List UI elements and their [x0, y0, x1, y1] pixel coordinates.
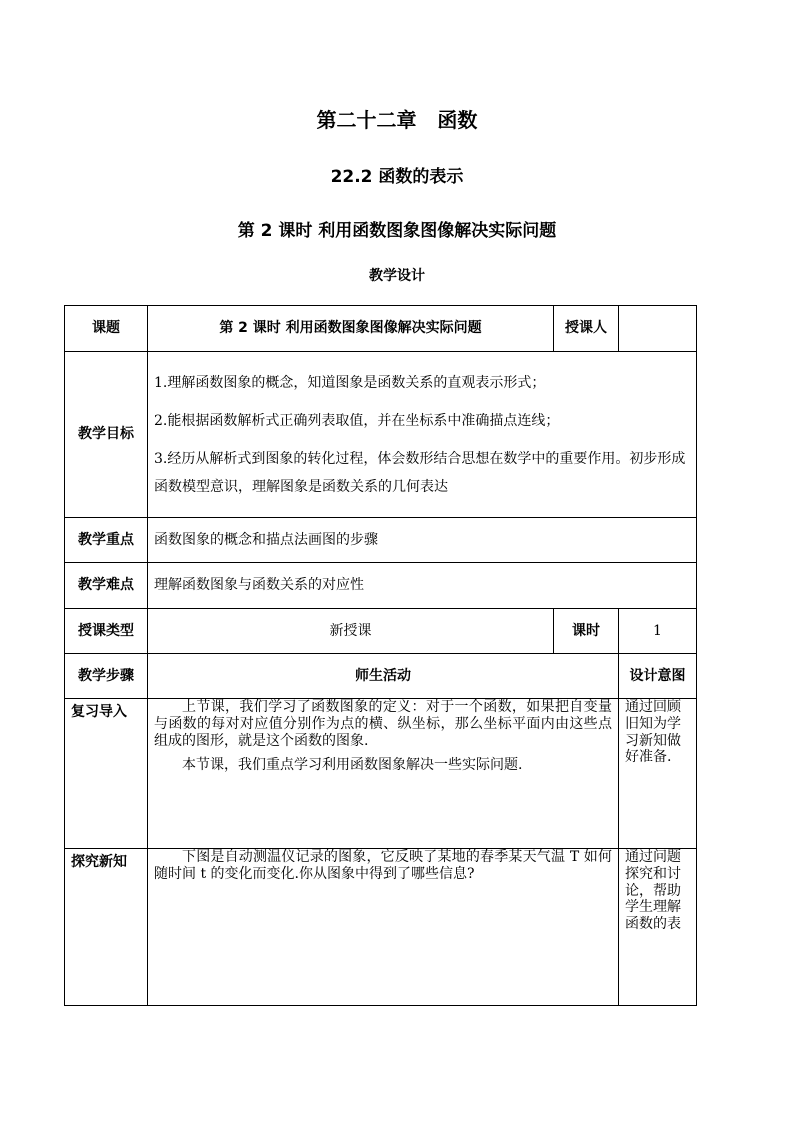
- design-label: 教学设计: [369, 268, 425, 284]
- step-row: [65, 699, 697, 849]
- key-value: 函数图象的概念和描点法画图的步骤: [148, 518, 697, 563]
- type-label: 授课类型: [65, 609, 148, 654]
- activities-header: 师生活动: [148, 654, 619, 699]
- activity-paragraph: 本节课，我们重点学习利用函数图象解决一些实际问题.: [182, 757, 523, 774]
- goals-row: [65, 352, 697, 518]
- steps-header: 教学步骤: [65, 654, 148, 699]
- type-value: 新授课: [148, 609, 554, 654]
- hours-value: 1: [619, 609, 697, 654]
- topic-label: 课题: [65, 306, 148, 352]
- step-activity: [148, 699, 619, 849]
- activity-paragraph: 下图是自动测温仪记录的图象，它反映了某地的春季某天气温 T 如何随时间 t 的变化而变化.你从图象中得到了哪些信息?: [154, 849, 612, 882]
- difficulty-row: [65, 563, 697, 609]
- teacher-value: [619, 306, 697, 352]
- step-intent: 通过回顾旧知为学习新知做好准备.: [619, 699, 697, 849]
- goal-item: 3.经历从解析式到图象的转化过程，体会数形结合思想在数学中的重要作用。初步形成函数模型意识，理解图象是函数关系的几何表达: [154, 450, 686, 495]
- topic-value: 第 2 课时 利用函数图象图像解决实际问题: [148, 306, 554, 352]
- step-intent: 通过问题探究和讨论，帮助学生理解函数的表: [619, 849, 697, 1006]
- intent-header: 设计意图: [619, 654, 697, 699]
- step-name: 探究新知: [65, 849, 148, 1006]
- topic-row: [65, 306, 697, 352]
- chapter-title: 第二十二章 函数: [316, 108, 478, 132]
- lesson-title: 第 2 课时 利用函数图象图像解决实际问题: [237, 221, 557, 241]
- section-title: 22.2 函数的表示: [330, 167, 464, 187]
- steps-header-row: [65, 654, 697, 699]
- key-label: 教学重点: [65, 518, 148, 563]
- teacher-label: 授课人: [554, 306, 619, 352]
- step-name: 复习导入: [65, 699, 148, 849]
- goal-item: 1.理解函数图象的概念，知道图象是函数关系的直观表示形式；: [154, 374, 546, 391]
- difficulty-label: 教学难点: [65, 563, 148, 609]
- activity-paragraph: 上节课，我们学习了函数图象的定义：对于一个函数，如果把自变量与函数的每对对应值分别作为点的横、纵坐标，那么坐标平面内由这些点组成的图形，就是这个函数的图象.: [154, 699, 612, 749]
- step-row: [65, 849, 697, 1006]
- lesson-plan-table: [64, 305, 697, 1006]
- key-row: [65, 518, 697, 563]
- goal-item: 2.能根据函数解析式正确列表取值，并在坐标系中准确描点连线；: [154, 412, 560, 429]
- goals-label: 教学目标: [65, 352, 148, 518]
- type-row: [65, 609, 697, 654]
- hours-label: 课时: [554, 609, 619, 654]
- step-activity: [148, 849, 619, 1006]
- difficulty-value: 理解函数图象与函数关系的对应性: [148, 563, 697, 609]
- goals-content: [148, 352, 697, 518]
